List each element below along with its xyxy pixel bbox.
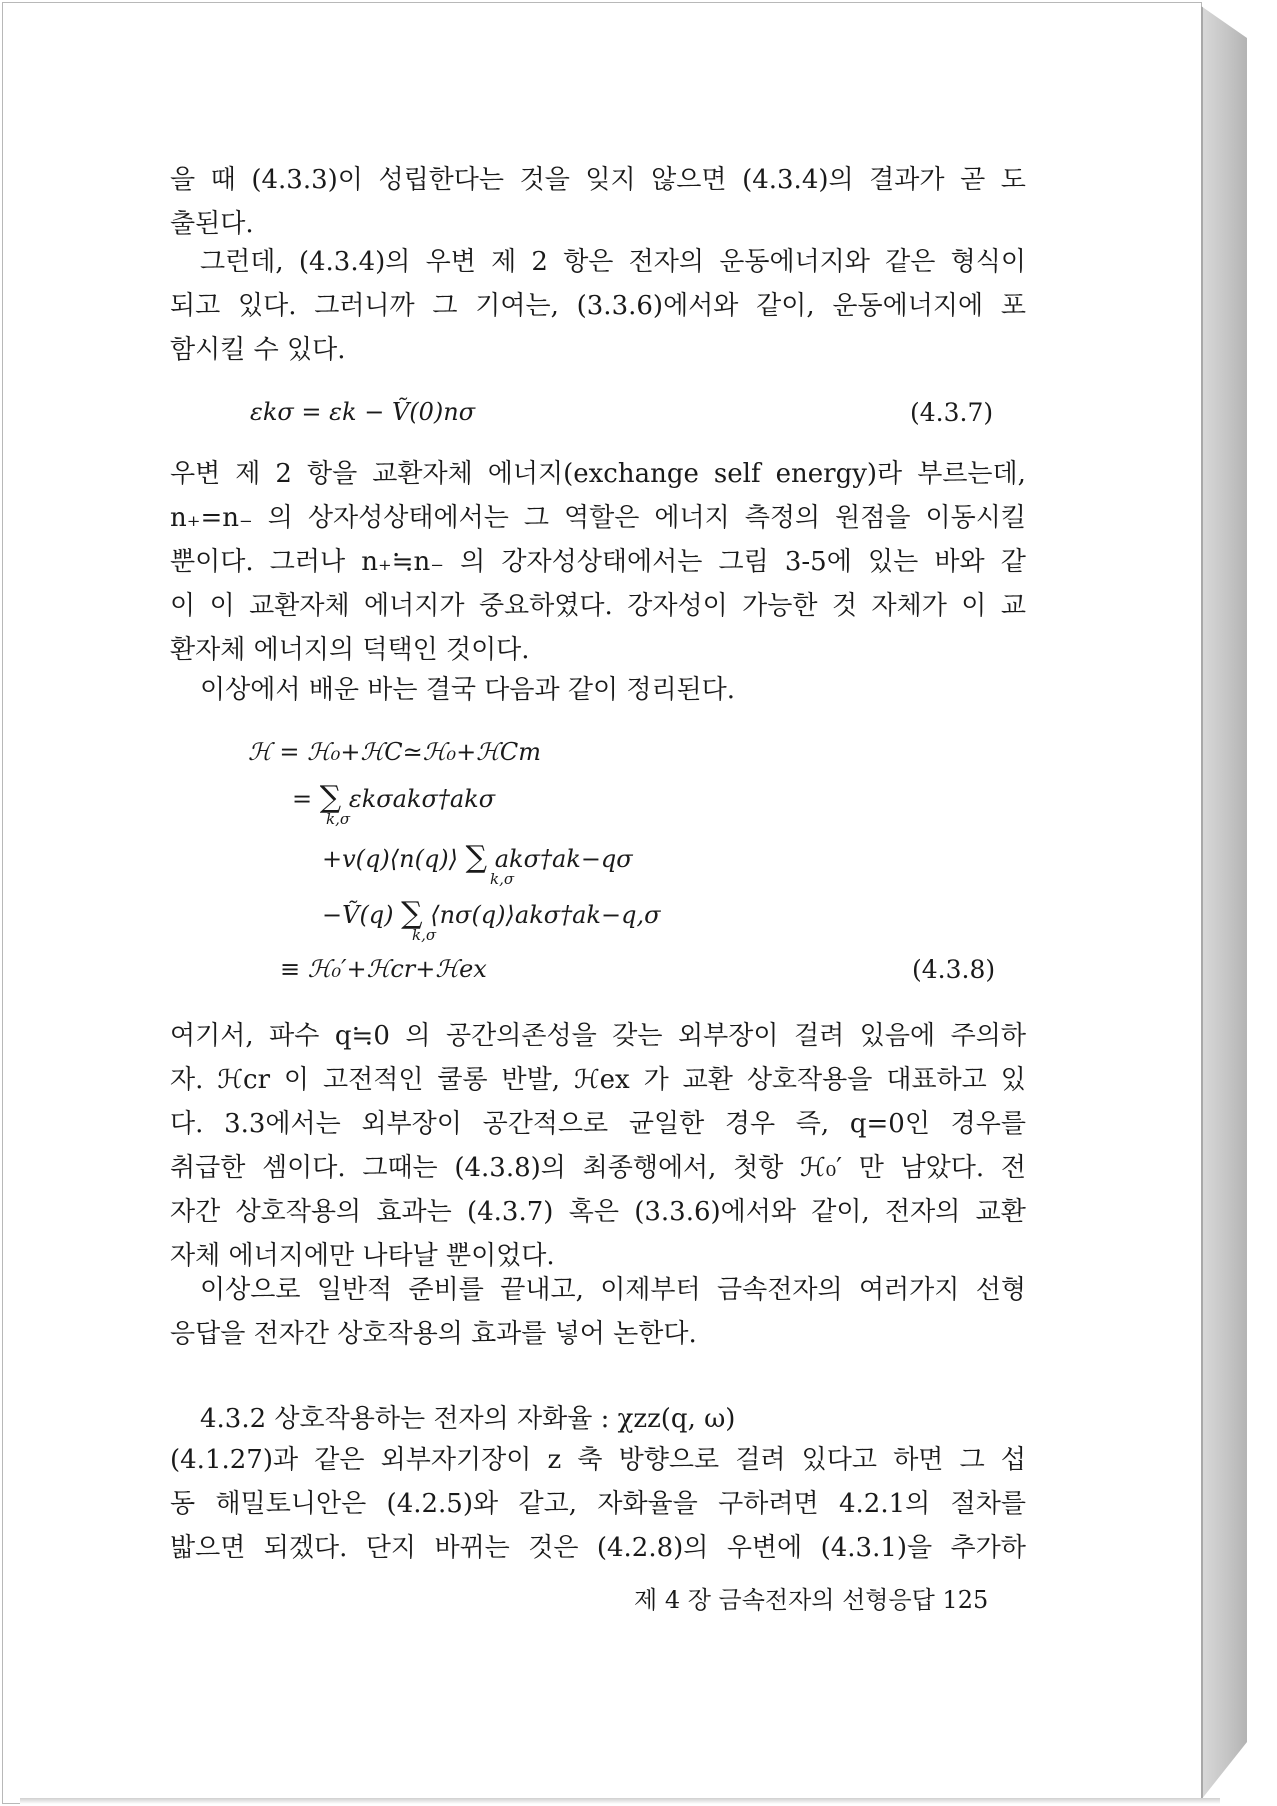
eq-token: εkσakσ†akσ <box>348 785 496 813</box>
text-line <box>170 452 1026 496</box>
word: 되겠다. <box>263 1533 348 1563</box>
word: 외부자기장이 <box>380 1445 532 1475</box>
word: 3.3에서는 <box>224 1109 341 1139</box>
text-line <box>170 284 1026 328</box>
word: 셈이다. <box>262 1153 346 1183</box>
word: 밟으면 <box>170 1533 246 1563</box>
sum-symbol: ∑ <box>319 780 342 815</box>
word: 효과는 <box>376 1197 452 1227</box>
word: 자. <box>170 1065 204 1095</box>
word: 다. <box>170 1109 204 1139</box>
word: 균일한 <box>628 1109 705 1139</box>
section-heading: 4.3.2 상호작용하는 전자의 자화율 : χzz(q, ω) <box>200 1404 736 1434</box>
word: 이 <box>170 591 196 621</box>
word: 만 <box>858 1153 884 1183</box>
word: (4.2.5)와 <box>386 1489 499 1519</box>
word: 쿨롱 <box>437 1065 488 1095</box>
eq-token: +v(q)⟨n(q)⟩ <box>322 845 459 873</box>
word: q≒0 <box>334 1021 390 1051</box>
word: (4.3.7) <box>466 1197 554 1227</box>
paragraph-1 <box>170 158 1026 246</box>
word: 즉, <box>795 1109 830 1139</box>
word: 바와 <box>934 547 985 577</box>
word: 취급한 <box>170 1153 246 1183</box>
word: 외부장이 <box>361 1109 462 1139</box>
word: 되고 <box>170 291 221 321</box>
word: 같은 <box>885 247 936 277</box>
text-line <box>170 1482 1026 1526</box>
word: 일반적 <box>316 1275 393 1305</box>
paragraph-4 <box>170 668 1026 712</box>
word: 섭 <box>1000 1445 1026 1475</box>
word: 고전적인 <box>322 1065 424 1095</box>
word: 반발, <box>501 1065 561 1095</box>
word: 혹은 <box>568 1197 619 1227</box>
word: 뿐이다. <box>170 547 254 577</box>
word: 이제부터 <box>600 1275 701 1305</box>
word: 축 <box>577 1445 603 1475</box>
text-line <box>170 1190 1026 1234</box>
text-line: 응답을 전자간 상호작용의 효과를 넣어 논한다. <box>170 1319 697 1349</box>
word: 전자의 <box>885 1197 961 1227</box>
word: 것은 <box>528 1533 579 1563</box>
word: self <box>713 459 761 489</box>
word: 교환 <box>682 1065 733 1095</box>
word: energy)라 <box>775 459 903 489</box>
word: 이상으로 <box>200 1275 301 1305</box>
paragraph-7 <box>170 1438 1026 1570</box>
equation-4-3-8-line-5: ≡ ℋ₀′+ℋcr+ℋex <box>280 955 487 983</box>
word: 공간적으로 <box>482 1109 609 1139</box>
word: (3.3.6)에서와 <box>634 1197 796 1227</box>
word: 첫항 <box>733 1153 784 1183</box>
page-shadow <box>20 1798 1220 1804</box>
word: 경우 <box>724 1109 776 1139</box>
equation-4-3-8-line-2 <box>292 780 495 815</box>
eq-token: = <box>292 785 313 813</box>
equation-4-3-7: εkσ = εk − Ṽ(0)nσ <box>250 398 476 426</box>
word: n₊≒n₋ <box>361 547 444 577</box>
word: 교환자체 <box>249 591 350 621</box>
word: 그러니까 <box>314 291 415 321</box>
text-line <box>170 584 1026 628</box>
word: 제 <box>491 247 517 277</box>
word: 상자성상태에서는 <box>307 503 509 533</box>
word: 상호작용을 <box>746 1065 873 1095</box>
word: 자화율을 <box>597 1489 698 1519</box>
equation-number: (4.3.7) <box>910 398 994 427</box>
word: 자체가 <box>871 591 947 621</box>
word: 최종행에서, <box>582 1153 717 1183</box>
word: n₊=n₋ <box>170 503 253 533</box>
word: 공간의존성을 <box>446 1021 597 1051</box>
sum-subscript: k,σ <box>326 810 351 828</box>
word: (4.3.4)의 <box>742 165 854 195</box>
word: 2 <box>531 247 548 277</box>
word: 단지 <box>365 1533 417 1563</box>
word: 기여는, <box>475 291 559 321</box>
text-line <box>170 1014 1026 1058</box>
word: 걸려 <box>735 1445 786 1475</box>
word: 이 <box>283 1065 310 1095</box>
word: 우변에 <box>726 1533 803 1563</box>
equation-number: (4.3.8) <box>912 955 996 984</box>
word: 여러가지 <box>858 1275 960 1305</box>
word: 포 <box>1000 291 1026 321</box>
equation-4-3-8-line-1: ℋ = ℋ₀+ℋC≃ℋ₀+ℋCm <box>248 738 542 766</box>
text-line <box>170 1146 1026 1190</box>
word: 운동에너지와 <box>719 247 870 277</box>
word: 남았다. <box>900 1153 985 1183</box>
word: (3.3.6)에서와 <box>576 291 739 321</box>
paragraph-6 <box>170 1268 1026 1356</box>
word: 우변 <box>170 459 221 489</box>
word: 그림 <box>718 547 769 577</box>
text-line <box>170 1526 1026 1570</box>
word: 같고, <box>518 1489 577 1519</box>
eq-token: −Ṽ(q) <box>322 901 394 929</box>
word: 강자성이 <box>627 591 728 621</box>
word: 전자의 <box>628 247 704 277</box>
word: 않으면 <box>651 165 727 195</box>
text-line <box>170 240 1026 284</box>
word: 그런데, <box>200 247 284 277</box>
eq-token: ⟨nσ(q)⟩akσ†ak−q,σ <box>430 901 661 929</box>
word: 원점을 <box>835 503 911 533</box>
word: 중요하였다. <box>478 591 613 621</box>
word: 있음에 <box>859 1021 936 1051</box>
word: 강자성상태에서는 <box>501 547 703 577</box>
word: 이동시킬 <box>925 503 1026 533</box>
word: 형식이 <box>950 247 1026 277</box>
word: (4.2.8)의 <box>596 1533 709 1563</box>
word: 결과가 <box>869 165 945 195</box>
word: (4.3.3)이 <box>251 165 363 195</box>
word: 도 <box>1000 165 1026 195</box>
word: 에너지가 <box>364 591 465 621</box>
word: 같이, <box>811 1197 870 1227</box>
word: 선형 <box>975 1275 1026 1305</box>
word: 바뀌는 <box>434 1533 510 1563</box>
text-line: 자체 에너지에만 나타날 뿐이었다. <box>170 1241 555 1271</box>
word: 대표하고 <box>886 1065 987 1095</box>
word: 가 <box>643 1065 669 1095</box>
word: 의 <box>267 503 293 533</box>
word: 교환자체 <box>372 459 473 489</box>
word: ℋex <box>573 1065 630 1095</box>
word: 에너지(exchange <box>487 459 699 489</box>
word: 같이, <box>756 291 815 321</box>
word: 의 <box>405 1021 431 1051</box>
word: 교 <box>1000 591 1026 621</box>
text-line: 환자체 에너지의 덕택인 것이다. <box>170 635 530 665</box>
equation-4-3-8-line-3 <box>322 840 633 875</box>
word: 측정의 <box>744 503 821 533</box>
text-line <box>170 1102 1026 1146</box>
sum-symbol: ∑ <box>401 896 423 931</box>
word: 이 <box>961 591 987 621</box>
word: 동 <box>170 1489 196 1519</box>
word: 그 <box>523 503 549 533</box>
word: 3-5에 <box>784 547 852 577</box>
word: 운동에너지에 <box>832 291 984 321</box>
word: 있다. <box>237 291 297 321</box>
word: 역할은 <box>563 503 640 533</box>
word: 제 <box>235 459 261 489</box>
word: 여기서, <box>170 1021 254 1051</box>
word: (4.3.4)의 <box>298 247 411 277</box>
text-line: 출된다. <box>170 209 254 239</box>
word: 경우를 <box>950 1109 1026 1139</box>
paragraph-2 <box>170 240 1026 372</box>
word: 금속전자의 <box>717 1275 843 1305</box>
word: 갖는 <box>612 1021 663 1051</box>
word: 구하려면 <box>718 1489 819 1519</box>
sum-symbol: ∑ <box>465 840 488 875</box>
text-line <box>170 1268 1026 1312</box>
word: 그 <box>959 1445 985 1475</box>
word: ℋ₀′ <box>800 1153 843 1183</box>
word: 때 <box>210 165 236 195</box>
sum-subscript: k,σ <box>490 870 515 888</box>
word: 에너지 <box>654 503 730 533</box>
page-edge <box>1201 6 1247 1800</box>
word: 이 <box>209 591 235 621</box>
word: 추가하 <box>950 1533 1026 1563</box>
word: q=0인 <box>849 1109 930 1139</box>
paragraph-3 <box>170 452 1026 672</box>
word: 방향으로 <box>618 1445 720 1475</box>
word: 전 <box>1000 1153 1026 1183</box>
word: 자간 <box>170 1197 221 1227</box>
word: ℋcr <box>217 1065 270 1095</box>
word: 교환 <box>975 1197 1026 1227</box>
word: 걸려 <box>793 1021 845 1051</box>
word: 같은 <box>314 1445 365 1475</box>
word: 주의하 <box>950 1021 1026 1051</box>
word: 의 <box>460 547 486 577</box>
sum-subscript: k,σ <box>412 926 437 944</box>
text-line <box>170 158 1026 202</box>
word: 성립한다는 <box>378 165 505 195</box>
word: 부르는데, <box>917 459 1026 489</box>
equation-4-3-8-line-4 <box>322 896 660 931</box>
word: 우변 <box>425 247 476 277</box>
word: 2 <box>275 459 292 489</box>
word: 항을 <box>307 459 358 489</box>
text-line <box>170 540 1026 584</box>
paragraph-5 <box>170 1014 1026 1278</box>
word: 끝내고, <box>500 1275 584 1305</box>
word: 그때는 <box>362 1153 438 1183</box>
word: 항은 <box>563 247 614 277</box>
word: 절차를 <box>950 1489 1026 1519</box>
word: 파수 <box>269 1021 320 1051</box>
word: 준비를 <box>408 1275 484 1305</box>
text-line: 이상에서 배운 바는 결국 다음과 같이 정리된다. <box>200 675 736 705</box>
text-line <box>170 1438 1026 1482</box>
word: (4.3.1)을 <box>820 1533 933 1563</box>
word: 그 <box>432 291 458 321</box>
word: 그러나 <box>269 547 346 577</box>
word: (4.1.27)과 <box>170 1445 299 1475</box>
word: z <box>547 1445 562 1475</box>
text-line <box>170 1058 1026 1102</box>
word: 있다고 <box>801 1445 878 1475</box>
word: 해밀토니안은 <box>215 1489 367 1519</box>
word: 것 <box>831 591 858 621</box>
text-line: 함시킬 수 있다. <box>170 335 346 365</box>
word: 같 <box>1000 547 1026 577</box>
word: 곧 <box>960 165 986 195</box>
word: 잊지 <box>585 165 636 195</box>
word: 외부장이 <box>678 1021 779 1051</box>
word: 가능한 <box>742 591 818 621</box>
eq-token: akσ†ak−qσ <box>494 845 633 873</box>
word: 4.2.1의 <box>838 1489 931 1519</box>
word: 하면 <box>893 1445 944 1475</box>
word: (4.3.8)의 <box>454 1153 566 1183</box>
page-footer: 제 4 장 금속전자의 선형응답 125 <box>634 1586 989 1614</box>
text-line <box>170 496 1026 540</box>
word: 을 <box>170 165 196 195</box>
word: 상호작용의 <box>235 1197 362 1227</box>
word: 있는 <box>868 547 919 577</box>
word: 있 <box>1000 1065 1026 1095</box>
word: 것을 <box>519 165 570 195</box>
